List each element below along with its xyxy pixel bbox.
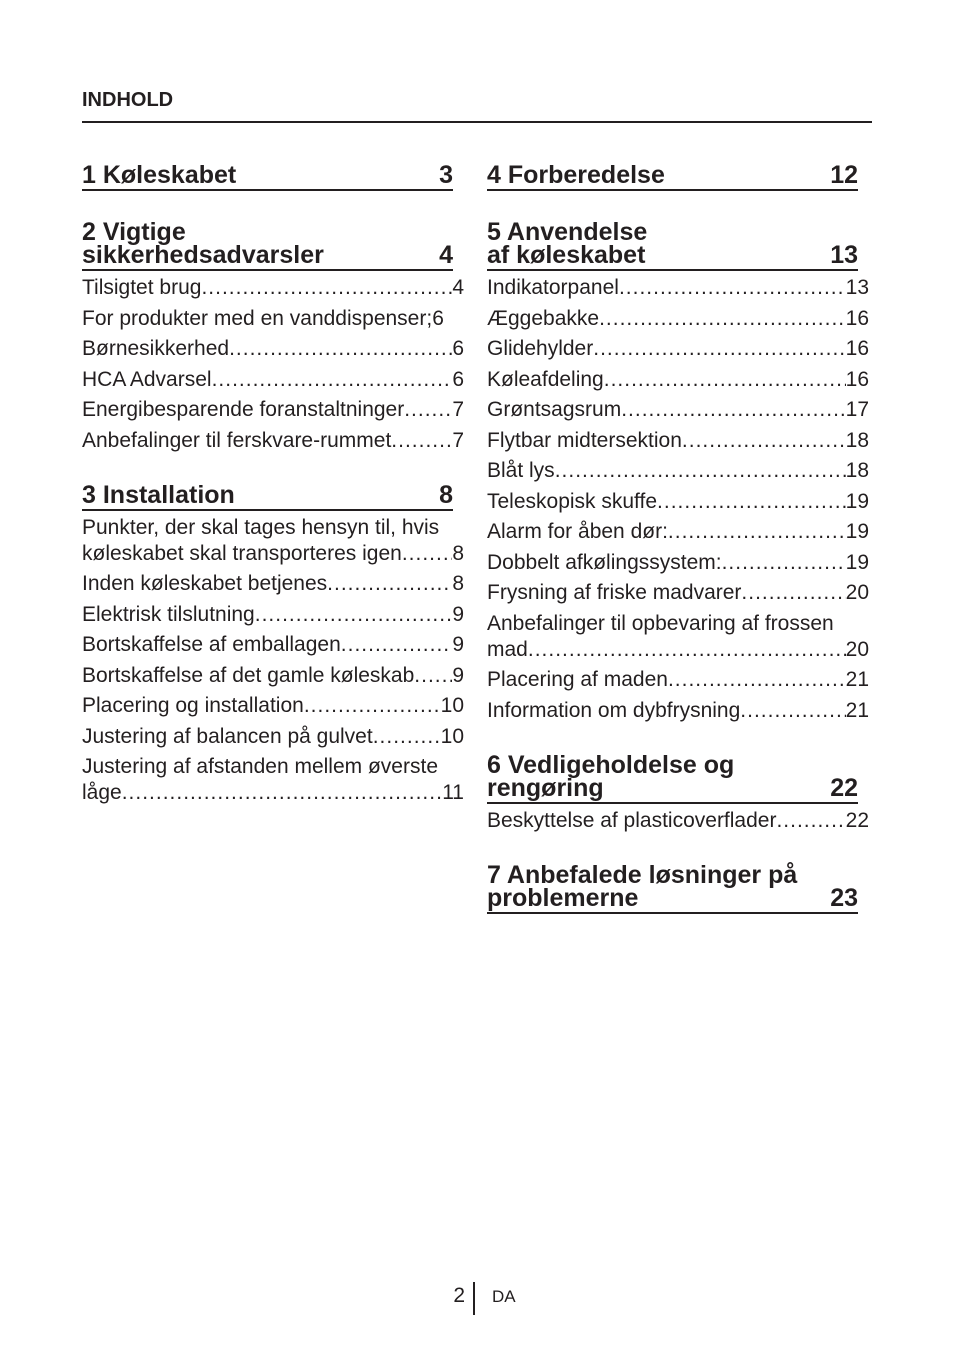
toc-entry[interactable] [487, 428, 869, 454]
toc-entry[interactable] [82, 515, 464, 567]
section-heading[interactable] [82, 480, 453, 511]
entry-title: mad [487, 637, 528, 661]
entry-page-number: 21 [845, 668, 869, 691]
entry-page-number: 8 [452, 541, 464, 565]
dot-leader [229, 336, 452, 362]
entry-page-number: 16 [845, 367, 869, 391]
toc-entry[interactable] [82, 397, 464, 423]
entry-title: HCA Advarsel [82, 367, 212, 391]
dot-leader [255, 602, 453, 628]
entry-page-number: 6 [452, 367, 464, 391]
dot-leader [414, 663, 452, 689]
entry-page-number: 9 [452, 633, 464, 656]
entry-title: Information om dybfrysning [487, 698, 741, 722]
entry-page-number: 7 [452, 398, 464, 421]
footer-divider [473, 1282, 475, 1315]
entry-page-number: 7 [452, 428, 464, 452]
entry-title: For produkter med en vanddispenser; [82, 306, 433, 330]
entry-page-number: 18 [845, 459, 869, 482]
section-page-number: 3 [439, 161, 453, 189]
toc-entry[interactable] [487, 519, 869, 545]
section-title: 7 Anbefalede løsninger på problemerne [487, 860, 798, 912]
toc-entry[interactable] [487, 667, 869, 693]
toc-section [82, 160, 464, 191]
entry-title: Æggebakke [487, 306, 600, 330]
dot-leader [604, 367, 846, 393]
toc-entry[interactable] [487, 611, 869, 663]
entry-page-number: 19 [845, 520, 869, 543]
section-page-number: 8 [439, 480, 453, 509]
toc-entry[interactable] [82, 367, 464, 393]
section-title: 6 Vedligeholdelse og rengøring [487, 750, 735, 802]
toc-entry[interactable] [487, 367, 869, 393]
section-heading[interactable] [487, 750, 858, 804]
dot-leader [528, 637, 846, 663]
language-code: DA [492, 1287, 516, 1306]
toc-entry[interactable] [487, 306, 869, 332]
toc-entry[interactable] [487, 489, 869, 515]
toc-entry[interactable] [82, 275, 464, 301]
section-heading[interactable] [82, 217, 453, 271]
entry-page-number: 8 [452, 572, 464, 595]
entry-title: Børnesikkerhed [82, 337, 230, 360]
entry-title: Dobbelt afkølingssystem: [487, 550, 722, 574]
toc-entry[interactable] [82, 632, 464, 658]
entry-page-number: 6 [452, 337, 464, 360]
section-title: 1 Køleskabet [82, 161, 237, 189]
toc-entry[interactable] [487, 275, 869, 301]
entry-title: Anbefalinger til ferskvare-rummet [82, 428, 392, 452]
dot-leader [619, 275, 846, 301]
entry-title: køleskabet skal transporteres igen [82, 541, 402, 565]
page-number: 2 [453, 1284, 465, 1307]
entry-title: Grøntsagsrum [487, 398, 622, 421]
entry-page-number: 19 [845, 489, 869, 513]
section-page-number: 13 [830, 241, 858, 269]
section-heading[interactable] [487, 160, 858, 191]
entry-title: Elektrisk tilslutning [82, 602, 255, 626]
dot-leader [404, 397, 452, 423]
entry-title: Flytbar midtersektion [487, 428, 682, 452]
dot-leader [402, 541, 452, 567]
entry-title: Alarm for åben dør: [487, 520, 668, 543]
section-page-number: 4 [439, 241, 453, 269]
entry-page-number: 16 [845, 337, 869, 360]
dot-leader [373, 724, 441, 750]
entry-page-number: 17 [845, 398, 869, 421]
section-title: 3 Installation [82, 480, 235, 509]
toc-heading: INDHOLD [82, 88, 872, 123]
entry-title: Glidehylder [487, 337, 594, 360]
entry-title: Indikatorpanel [487, 276, 619, 299]
toc-entry[interactable] [487, 808, 869, 834]
dot-leader [304, 693, 441, 719]
toc-right-column [487, 160, 869, 940]
dot-leader [341, 632, 453, 658]
entry-page-number: 18 [845, 428, 869, 452]
entry-title: Beskyttelse af plasticoverflader [487, 808, 777, 832]
entry-page-number: 4 [452, 276, 464, 299]
section-heading[interactable] [487, 217, 858, 271]
toc-entry[interactable] [82, 724, 464, 750]
toc-entry[interactable] [487, 698, 869, 724]
entry-title: Teleskopisk skuffe [487, 489, 658, 513]
dot-leader [668, 667, 846, 693]
toc-entry[interactable] [487, 550, 869, 576]
entry-title: Placering og installation [82, 694, 304, 717]
toc-section [487, 217, 869, 724]
entry-title: Bortskaffelse af emballagen [82, 633, 341, 656]
entry-page-number: 9 [452, 663, 464, 687]
dot-leader [722, 550, 846, 576]
section-heading[interactable] [82, 160, 453, 191]
section-title: 5 Anvendelse af køleskabet [487, 218, 648, 269]
entry-title: Blåt lys [487, 459, 555, 482]
entry-title: Tilsigtet brug [82, 276, 202, 299]
dot-leader [555, 458, 846, 484]
page-footer [0, 1280, 954, 1316]
entry-title: Inden køleskabet betjenes [82, 572, 328, 595]
toc-entry[interactable] [82, 571, 464, 597]
entry-page-number: 19 [845, 550, 869, 574]
entry-page-number: 20 [845, 581, 869, 604]
entry-page-number: 10 [440, 724, 464, 748]
entry-page-number: 10 [440, 694, 464, 717]
toc-entry[interactable] [487, 580, 869, 606]
entry-page-number: 20 [845, 637, 869, 661]
dot-leader [776, 808, 845, 834]
section-heading[interactable] [487, 860, 858, 914]
toc-entry[interactable] [487, 397, 869, 423]
section-title: 2 Vigtige sikkerhedsadvarsler [82, 218, 324, 269]
entry-title-line: Punkter, der skal tages hensyn til, hvis [82, 515, 440, 539]
dot-leader [599, 306, 846, 332]
entry-title: Energibesparende foranstaltninger [82, 398, 405, 421]
dot-leader [327, 571, 452, 597]
toc-entry[interactable] [82, 306, 464, 332]
entry-title: Bortskaffelse af det gamle køleskab [82, 663, 415, 687]
toc-section [487, 750, 869, 834]
section-title: 4 Forberedelse [487, 161, 665, 189]
toc-section [487, 860, 869, 914]
entry-page-number: 16 [845, 306, 869, 330]
dot-leader [741, 580, 845, 606]
entry-page-number: 21 [845, 698, 869, 722]
entry-page-number: 13 [845, 276, 869, 299]
entry-title-line: Anbefalinger til opbevaring af frossen [487, 611, 834, 635]
entry-page-number: 6 [432, 306, 444, 330]
toc-entry[interactable] [82, 336, 464, 362]
toc-entry[interactable] [82, 693, 464, 719]
entry-page-number: 9 [452, 602, 464, 626]
dot-leader [621, 397, 845, 423]
entry-title: Køleafdeling [487, 367, 604, 391]
dot-leader [682, 428, 846, 454]
dot-leader [201, 275, 452, 301]
section-page-number: 12 [830, 161, 858, 189]
entry-title: Frysning af friske madvarer [487, 581, 742, 604]
toc-section [82, 480, 464, 807]
dot-leader [593, 336, 845, 362]
section-page-number: 22 [830, 773, 858, 802]
entry-title: Placering af maden [487, 668, 668, 691]
entry-page-number: 11 [442, 781, 464, 804]
entry-title-line: Justering af afstanden mellem øverste [82, 755, 438, 778]
entry-title: Justering af balancen på gulvet [82, 724, 373, 748]
toc-entry[interactable] [487, 458, 869, 484]
dot-leader [668, 519, 846, 545]
dot-leader [657, 489, 846, 515]
entry-title: låge [82, 781, 122, 804]
toc-entry[interactable] [487, 336, 869, 362]
toc-entry[interactable] [82, 602, 464, 628]
section-page-number: 23 [830, 883, 858, 912]
toc-section [82, 217, 464, 454]
toc-left-column [82, 160, 464, 832]
entry-page-number: 22 [845, 808, 869, 832]
toc-section [487, 160, 869, 191]
toc-entry[interactable] [82, 428, 464, 454]
toc-entry[interactable] [82, 663, 464, 689]
toc-entry[interactable] [82, 754, 464, 806]
dot-leader [391, 428, 452, 454]
dot-leader [122, 780, 442, 806]
dot-leader [740, 698, 845, 724]
dot-leader [212, 367, 453, 393]
